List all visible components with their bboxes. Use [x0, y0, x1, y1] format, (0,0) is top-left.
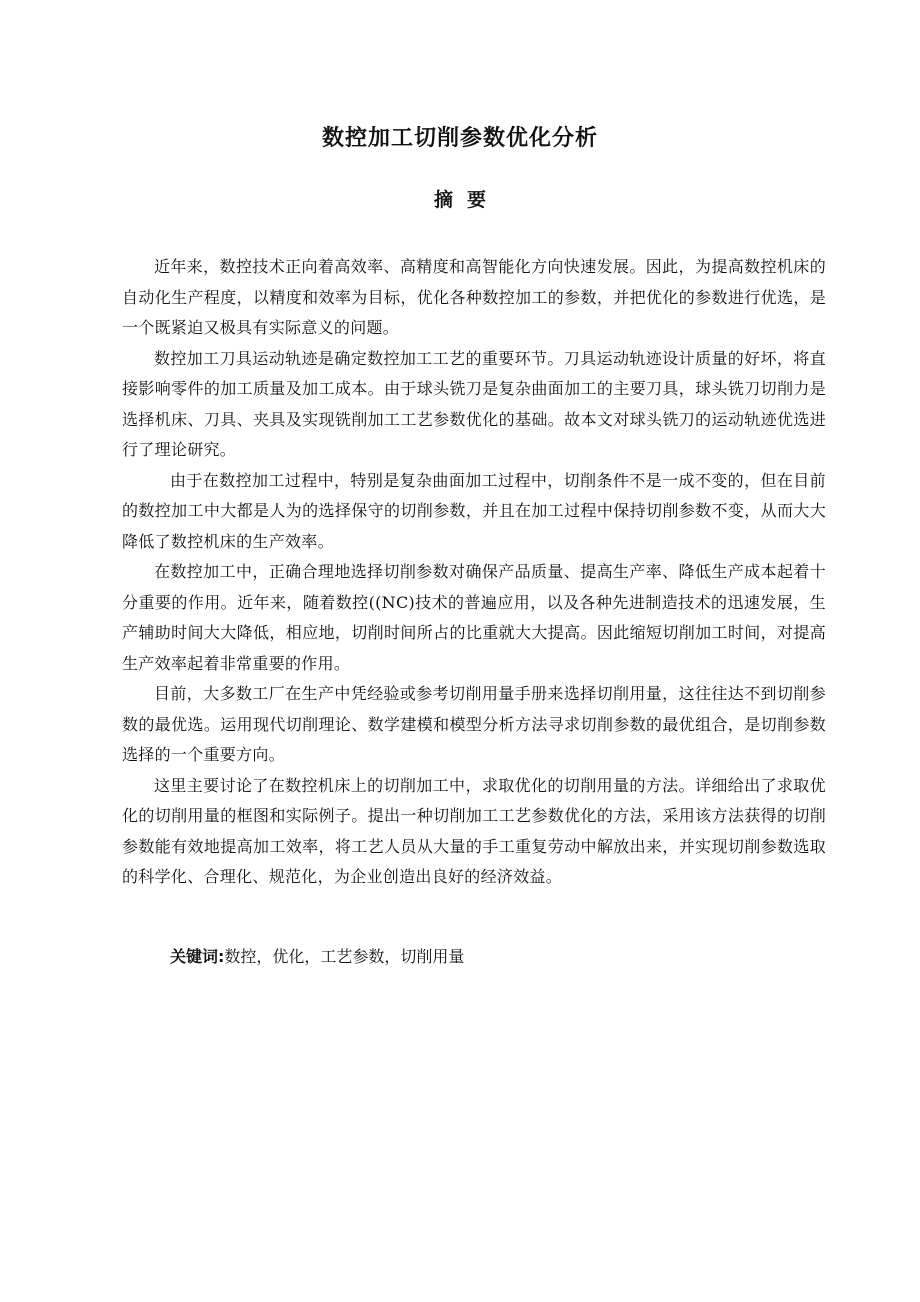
paragraph-3: 由于在数控加工过程中，特别是复杂曲面加工过程中，切削条件不是一成不变的，但在目前的数控加工中大都是人为的选择保守的切削参数，并且在加工过程中保持切削参数不变，从而大大降低了数控机床的生产效率。	[122, 470, 826, 551]
document-title: 数控加工切削参数优化分析	[321, 126, 598, 151]
paragraph-4: 在数控加工中，正确合理地选择切削参数对确保产品质量、提高生产率、降低生产成本起着十分重要的作用。近年来，随着数控((NC)技术的普遍应用，以及各种先进制造技术的迅速发展，生产辅助时间大大降低，相应地，切削时间所占的比重就大大提高。因此缩短切削加工时间，对提高生产效率起着非常重要的作用。	[122, 562, 826, 673]
keywords-label: 关键词:	[170, 947, 225, 966]
paragraph-5: 目前，大多数工厂在生产中凭经验或参考切削用量手册来选择切削用量，这往往达不到切削参数的最优选。运用现代切削理论、数学建模和模型分析方法寻求切削参数的最优组合，是切削参数选择的一个重要方向。	[122, 684, 826, 764]
paragraph-1: 近年来，数控技术正向着高效率、高精度和高智能化方向快速发展。因此，为提高数控机床的自动化生产程度，以精度和效率为目标，优化各种数控加工的参数，并把优化的参数进行优选，是一个既紧迫又极具有实际意义的问题。	[122, 257, 826, 337]
paragraph-6: 这里主要讨论了在数控机床上的切削加工中，求取优化的切削用量的方法。详细给出了求取优化的切削用量的框图和实际例子。提出一种切削加工工艺参数优化的方法，采用该方法获得的切削参数能有效地提高加工效率，将工艺人员从大量的手工重复劳动中解放出来，并实现切削参数选取的科学化、合理化、规范化，为企业创造出良好的经济效益。	[122, 775, 826, 886]
abstract-heading: 摘要	[433, 189, 500, 211]
keywords-line	[170, 944, 464, 970]
keywords-value: 数控，优化，工艺参数，切削用量	[224, 947, 465, 966]
abstract-body	[122, 252, 826, 893]
paragraph-2: 数控加工刀具运动轨迹是确定数控加工工艺的重要环节。刀具运动轨迹设计质量的好坏，将直接影响零件的加工质量及加工成本。由于球头铣刀是复杂曲面加工的主要刀具，球头铣刀切削力是选择机床、刀具、夹具及实现铣削加工工艺参数优化的基础。故本文对球头铣刀的运动轨迹优选进行了理论研究。	[122, 348, 826, 459]
